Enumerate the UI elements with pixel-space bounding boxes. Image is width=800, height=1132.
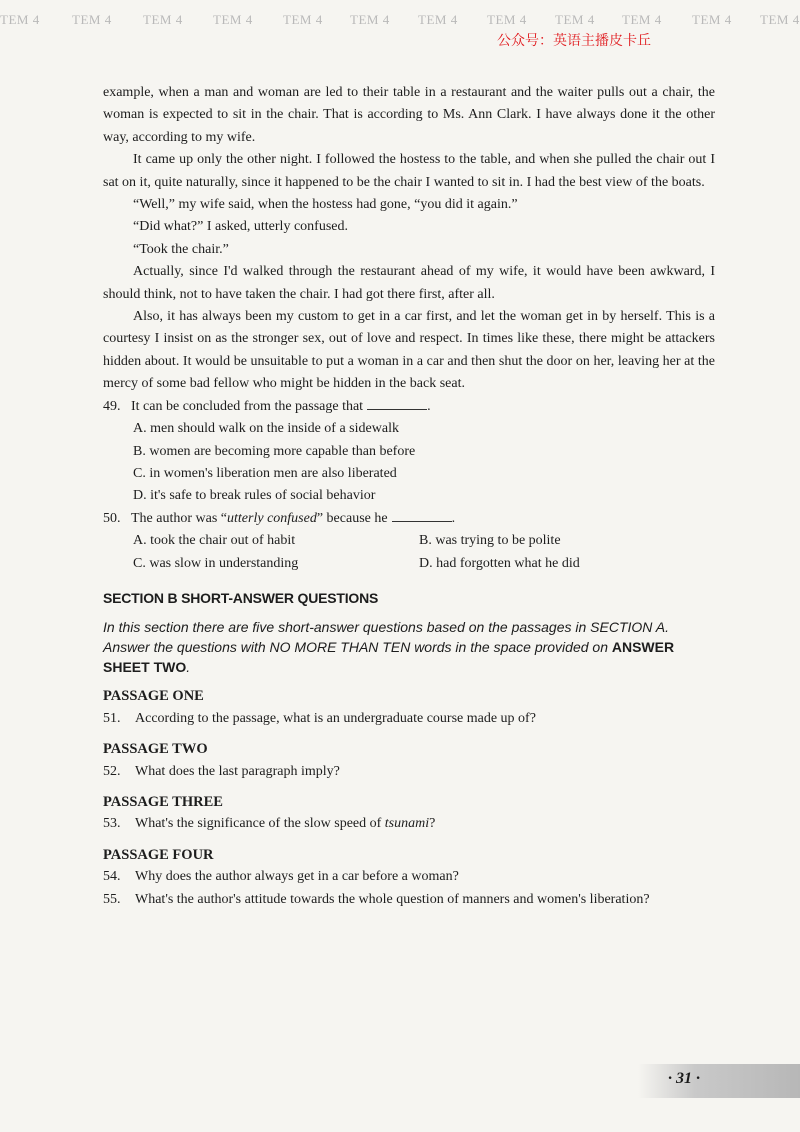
question-number: 51. xyxy=(103,710,121,726)
question-number: 55. xyxy=(103,891,121,907)
header-label: TEM 4 xyxy=(692,12,732,27)
header-label: TEM 4 xyxy=(213,12,253,27)
question-stem xyxy=(103,508,715,530)
question-53 xyxy=(103,813,715,835)
section-b-instruction xyxy=(103,617,715,677)
paragraph: “Well,” my wife said, when the hostess had gone, “you did it again.” xyxy=(133,197,518,213)
stem-end: . xyxy=(451,510,456,526)
header-label: TEM 4 xyxy=(418,12,458,27)
question-text: What's the author's attitude towards the whole question of manners and women's liberation? xyxy=(135,891,650,907)
stem-text: ” because he xyxy=(316,510,388,526)
answer-blank xyxy=(367,397,427,410)
question-text: Why does the author always get in a car before a woman? xyxy=(135,869,459,885)
option-a: A. took the chair out of habit xyxy=(133,533,296,549)
header-label: TEM 4 xyxy=(555,12,595,27)
passage-body xyxy=(103,82,715,396)
question-text-italic: tsunami xyxy=(384,816,430,832)
passage-four-heading: PASSAGE FOUR xyxy=(103,846,214,863)
option-row xyxy=(103,530,715,552)
question-54 xyxy=(103,866,715,888)
paragraph: example, when a man and woman are led to their table in a restaurant and the waiter pulls out a chair, the woman is expected to sit in the chair. That is according to Ms. Ann Clark. I have always done it the other way, according to my wife. xyxy=(103,85,715,145)
option-b: B. was trying to be polite xyxy=(419,533,561,549)
question-50 xyxy=(103,508,715,575)
header-label: TEM 4 xyxy=(622,12,662,27)
question-number: 50. xyxy=(103,510,121,526)
passage-one-heading: PASSAGE ONE xyxy=(103,688,204,705)
section-b-title: SECTION B SHORT-ANSWER QUESTIONS xyxy=(103,589,379,606)
option-d: D. it's safe to break rules of social behavior xyxy=(133,488,376,504)
question-text-part: What's the significance of the slow speed of xyxy=(135,816,385,832)
paragraph: “Did what?” I asked, utterly confused. xyxy=(133,219,348,235)
paragraph: Actually, since I'd walked through the restaurant ahead of my wife, it would have been awkward, I should think, not to have taken the chair. I had got there first, after all. xyxy=(103,264,715,302)
header-labels xyxy=(0,8,800,38)
paragraph: It came up only the other night. I followed the hostess to the table, and when she pulled the chair out I sat on it, quite naturally, since it happened to be the chair I wanted to sit in. I had the best view of the boats. xyxy=(103,152,715,190)
question-stem xyxy=(103,396,715,418)
option-a: A. men should walk on the inside of a sidewalk xyxy=(133,421,399,437)
question-55 xyxy=(103,889,715,911)
question-number: 53. xyxy=(103,816,121,832)
question-number: 54. xyxy=(103,869,121,885)
header-label: TEM 4 xyxy=(143,12,183,27)
instruction-bold: ANSWER SHEET TWO xyxy=(103,639,675,676)
question-number: 52. xyxy=(103,763,121,779)
question-text: What does the last paragraph imply? xyxy=(135,763,340,779)
paragraph: Also, it has always been my custom to get in a car first, and let the woman get in by herself. This is a courtesy I insist on as the stronger sex, out of love and respect. In times like these, there might be attackers hidden about. It would be unsuitable to put a woman in a car and then shut the door on her, leaving her at the mercy of some bad fellow who might be hidden in the back seat. xyxy=(103,309,715,392)
answer-blank xyxy=(392,509,452,522)
watermark-text: 公众号：英语主播皮卡丘 xyxy=(497,33,651,49)
question-51 xyxy=(103,708,715,730)
question-text: According to the passage, what is an undergraduate course made up of? xyxy=(135,710,536,726)
question-number: 49. xyxy=(103,398,121,414)
question-text xyxy=(131,508,455,530)
page-header xyxy=(0,0,800,44)
header-label: TEM 4 xyxy=(487,12,527,27)
option-d: D. had forgotten what he did xyxy=(419,555,580,571)
question-text xyxy=(131,396,431,418)
question-text xyxy=(135,813,435,835)
stem-end: . xyxy=(427,398,431,414)
paragraph: “Took the chair.” xyxy=(133,241,229,257)
instruction-text: In this section there are five short-answer questions based on the passages in SECTION A. Answer the questions with NO MORE THAN TEN words in the space provided on xyxy=(103,619,669,656)
passage-three-heading: PASSAGE THREE xyxy=(103,793,223,810)
page-content xyxy=(103,82,715,911)
option-row xyxy=(103,553,715,575)
stem-text: The author was “ xyxy=(131,510,228,526)
header-label: TEM 4 xyxy=(283,12,323,27)
question-49 xyxy=(103,396,715,508)
header-label: TEM 4 xyxy=(760,12,800,27)
stem-text: It can be concluded from the passage that xyxy=(131,398,364,414)
page-number-badge xyxy=(638,1064,800,1098)
question-text-part: ? xyxy=(429,816,436,832)
header-label: TEM 4 xyxy=(0,12,40,27)
header-label: TEM 4 xyxy=(72,12,112,27)
passage-two-heading: PASSAGE TWO xyxy=(103,741,208,758)
option-b: B. women are becoming more capable than before xyxy=(133,443,416,459)
page-number: · 31 · xyxy=(668,1070,700,1087)
question-52 xyxy=(103,761,715,783)
stem-italic: utterly confused xyxy=(227,510,317,526)
instruction-end: . xyxy=(186,659,191,676)
option-c: C. was slow in understanding xyxy=(133,555,299,571)
option-c: C. in women's liberation men are also liberated xyxy=(133,465,397,481)
header-label: TEM 4 xyxy=(350,12,390,27)
